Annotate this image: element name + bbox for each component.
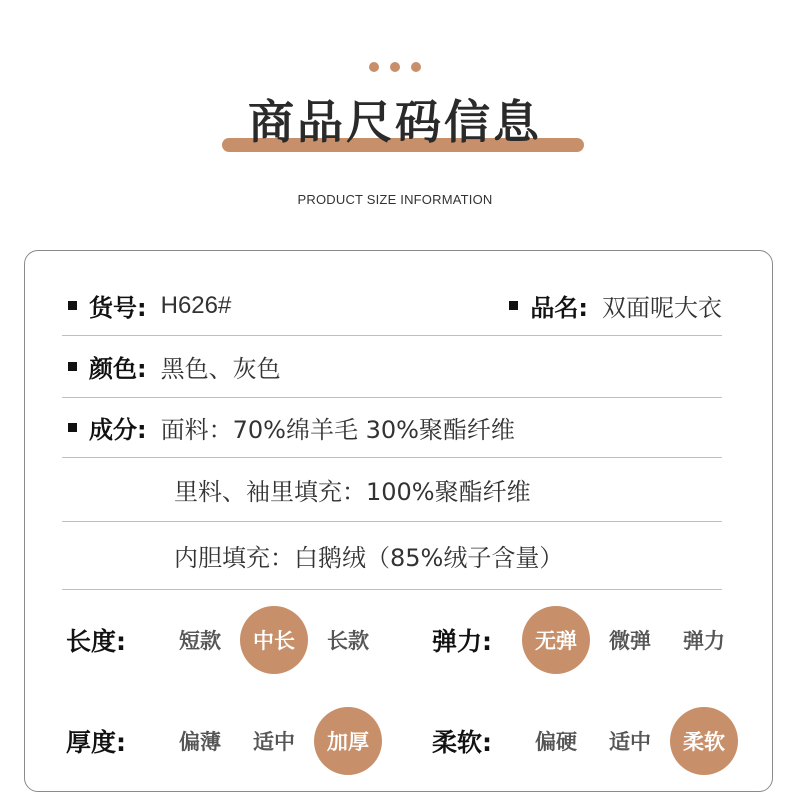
item-no-label: 货号:	[89, 294, 147, 322]
row-composition-filling	[62, 522, 722, 590]
elasticity-option-slight: 微弹	[609, 629, 651, 653]
row-color	[62, 336, 722, 398]
title-block	[0, 92, 790, 156]
softness-label: 柔软:	[432, 728, 492, 757]
length-option-short: 短款	[179, 629, 221, 653]
row-composition-lining	[62, 458, 722, 522]
elasticity-option-none: 无弹	[522, 606, 590, 674]
product-name-label: 品名:	[530, 294, 588, 322]
composition-line: 里料、袖里填充：100%聚酯纤维	[174, 478, 531, 506]
decorative-dots	[0, 62, 790, 74]
composition-label: 成分:	[89, 416, 147, 444]
dot	[390, 62, 400, 72]
thickness-option-thin: 偏薄	[179, 730, 221, 754]
bullet-icon	[68, 423, 77, 432]
softness-selector	[432, 707, 744, 775]
thickness-label: 厚度:	[66, 728, 126, 757]
elasticity-selector	[432, 606, 744, 674]
length-option-long: 长款	[327, 629, 369, 653]
thickness-selector	[66, 707, 388, 775]
softness-option-hard: 偏硬	[535, 730, 577, 754]
page-title: 商品尺码信息	[248, 95, 542, 149]
dot	[369, 62, 379, 72]
color-value: 黑色、灰色	[160, 355, 281, 383]
elasticity-option-stretch: 弹力	[683, 629, 725, 653]
dot	[411, 62, 421, 72]
composition-line: 面料：70%绵羊毛 30%聚酯纤维	[160, 416, 515, 444]
composition-line: 内胆填充：白鹅绒（85%绒子含量）	[174, 544, 564, 572]
bullet-icon	[68, 301, 77, 310]
bullet-icon	[68, 362, 77, 371]
thickness-option-medium: 适中	[253, 730, 295, 754]
softness-option-medium: 适中	[609, 730, 651, 754]
row-composition	[62, 398, 722, 458]
length-option-mid: 中长	[240, 606, 308, 674]
thickness-option-thick: 加厚	[314, 707, 382, 775]
length-label: 长度:	[66, 627, 126, 656]
product-name-group	[503, 288, 722, 323]
product-name-value: 双面呢大衣	[602, 294, 722, 322]
elasticity-label: 弹力:	[432, 627, 492, 656]
bullet-icon	[509, 301, 518, 310]
softness-option-soft: 柔软	[670, 707, 738, 775]
color-label: 颜色:	[89, 355, 147, 383]
row-item-no	[62, 276, 722, 336]
length-selector	[66, 606, 388, 674]
page-subtitle: PRODUCT SIZE INFORMATION	[297, 192, 493, 207]
item-no-value: H626#	[160, 291, 232, 319]
